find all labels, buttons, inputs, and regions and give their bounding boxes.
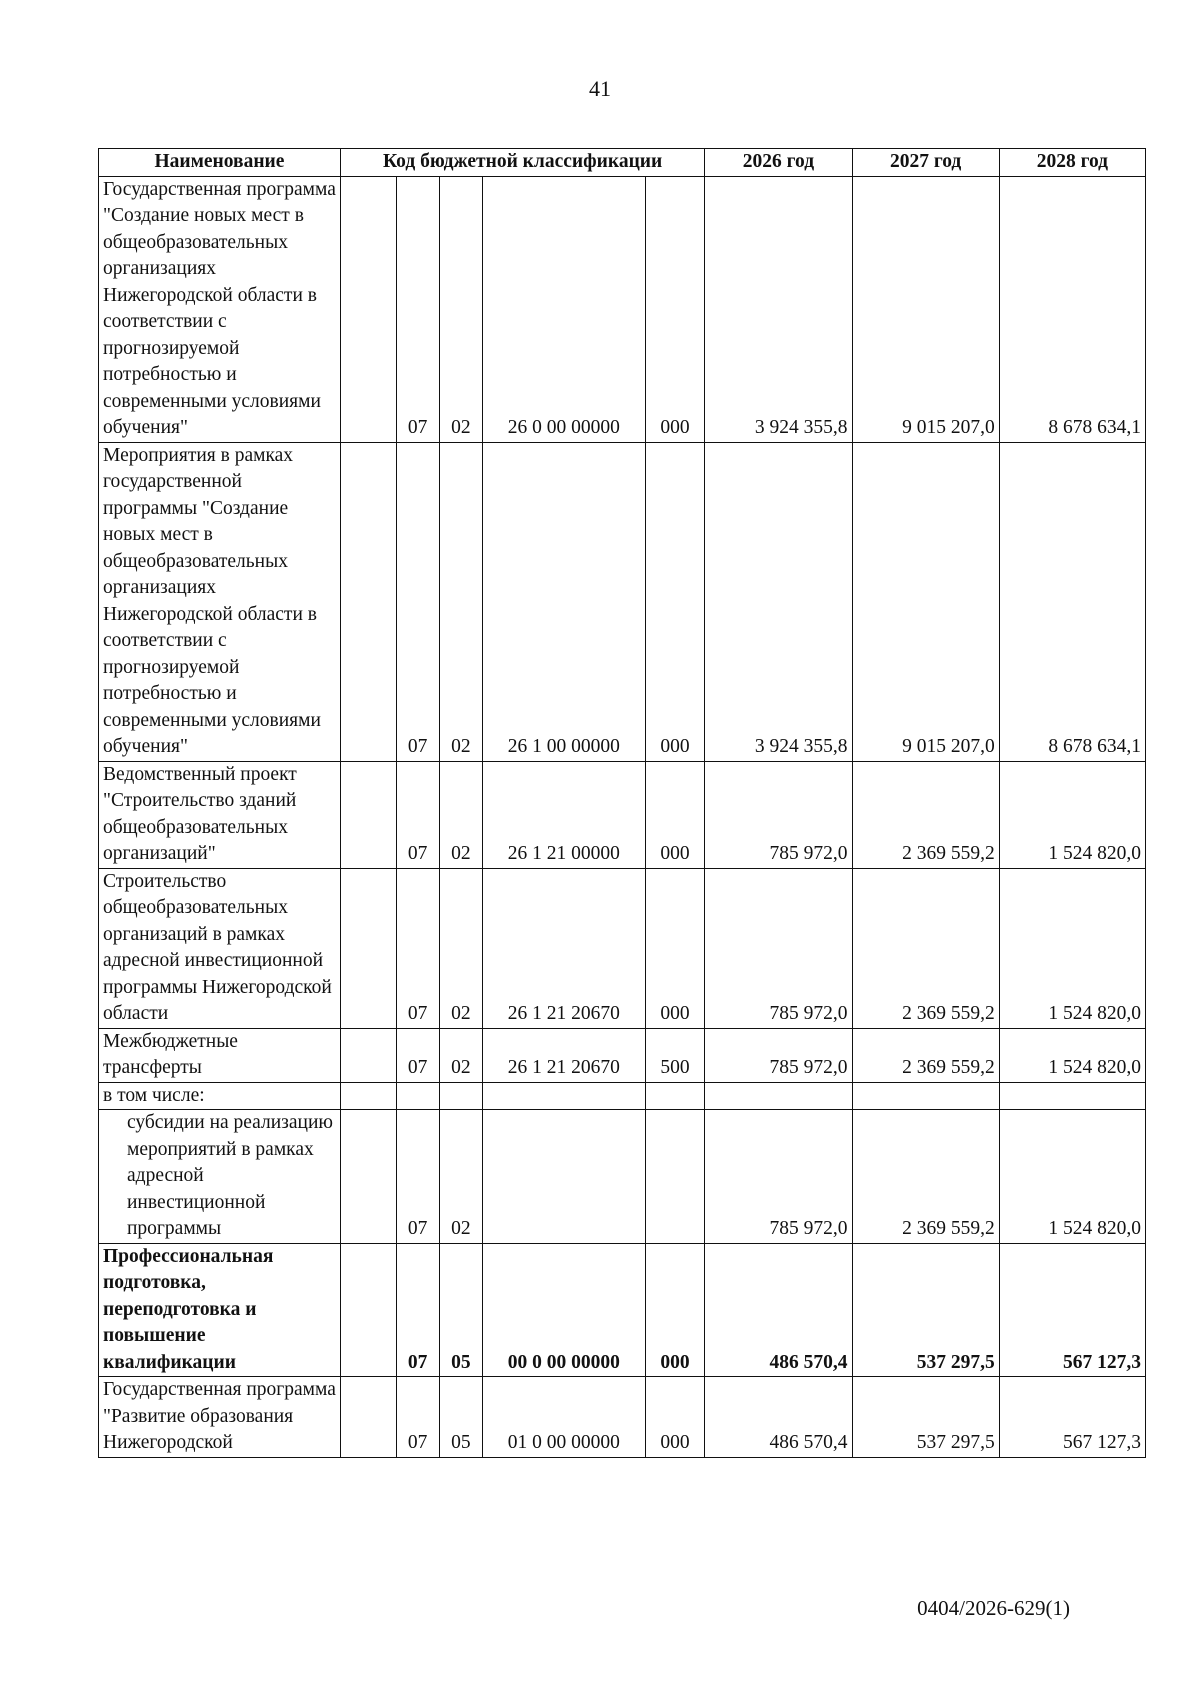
- code-target: 26 1 21 00000: [482, 761, 645, 868]
- row-name: в том числе:: [99, 1082, 341, 1110]
- code-target: 26 0 00 00000: [482, 176, 645, 442]
- table-row: [99, 442, 1146, 761]
- code-segment-1: [340, 1243, 396, 1377]
- code-subsection: 05: [439, 1377, 482, 1458]
- row-name: Межбюджетные трансферты: [99, 1028, 341, 1082]
- row-name: Мероприятия в рамках государственной программы "Создание новых мест в общеобразовательных организациях Нижегородской области в соответствии с прогнозируемой потребностью и современными условиями обучения": [99, 442, 341, 761]
- code-subsection: 02: [439, 1028, 482, 1082]
- code-expense-type: 000: [645, 868, 705, 1028]
- table-row: [99, 761, 1146, 868]
- table-row: [99, 1028, 1146, 1082]
- value-2028: 567 127,3: [999, 1243, 1145, 1377]
- code-subsection: 05: [439, 1243, 482, 1377]
- value-2026: 486 570,4: [705, 1377, 852, 1458]
- page-number: 41: [589, 76, 611, 101]
- code-expense-type: 000: [645, 761, 705, 868]
- code-section: 07: [396, 761, 439, 868]
- document-code: 0404/2026-629(1): [917, 1596, 1070, 1620]
- value-2028: [999, 1082, 1145, 1110]
- table-row: [99, 1110, 1146, 1244]
- code-section: [396, 1082, 439, 1110]
- value-2027: [852, 1082, 999, 1110]
- table-row: [99, 1082, 1146, 1110]
- value-2028: 8 678 634,1: [999, 442, 1145, 761]
- value-2027: 9 015 207,0: [852, 442, 999, 761]
- value-2028: 1 524 820,0: [999, 1110, 1145, 1244]
- code-expense-type: 000: [645, 1243, 705, 1377]
- value-2027: 2 369 559,2: [852, 868, 999, 1028]
- header-2028: 2028 год: [999, 149, 1145, 177]
- code-section: 07: [396, 176, 439, 442]
- row-name: Строительство общеобразовательных организаций в рамках адресной инвестиционной программы Нижегородской области: [99, 868, 341, 1028]
- code-target: [482, 1082, 645, 1110]
- code-section: 07: [396, 442, 439, 761]
- code-target: 01 0 00 00000: [482, 1377, 645, 1458]
- row-name: Государственная программа "Создание новых мест в общеобразовательных организациях Нижегородской области в соответствии с прогнозируемой потребностью и современными условиями обучения": [99, 176, 341, 442]
- value-2026: 3 924 355,8: [705, 442, 852, 761]
- header-name: Наименование: [99, 149, 341, 177]
- value-2027: 537 297,5: [852, 1243, 999, 1377]
- code-segment-1: [340, 442, 396, 761]
- value-2026: 785 972,0: [705, 761, 852, 868]
- header-2027: 2027 год: [852, 149, 999, 177]
- code-expense-type: 000: [645, 442, 705, 761]
- code-subsection: 02: [439, 868, 482, 1028]
- value-2028: 1 524 820,0: [999, 761, 1145, 868]
- code-section: 07: [396, 1028, 439, 1082]
- code-section: 07: [396, 1110, 439, 1244]
- table-row: [99, 1377, 1146, 1458]
- value-2027: 9 015 207,0: [852, 176, 999, 442]
- value-2026: 785 972,0: [705, 868, 852, 1028]
- code-expense-type: [645, 1082, 705, 1110]
- code-subsection: [439, 1082, 482, 1110]
- value-2027: 2 369 559,2: [852, 761, 999, 868]
- table-header-row: [99, 149, 1146, 177]
- code-segment-1: [340, 1082, 396, 1110]
- value-2027: 2 369 559,2: [852, 1110, 999, 1244]
- value-2028: 1 524 820,0: [999, 1028, 1145, 1082]
- code-target: 00 0 00 00000: [482, 1243, 645, 1377]
- code-section: 07: [396, 1377, 439, 1458]
- value-2027: 537 297,5: [852, 1377, 999, 1458]
- value-2028: 567 127,3: [999, 1377, 1145, 1458]
- code-target: 26 1 00 00000: [482, 442, 645, 761]
- header-code: Код бюджетной классификации: [340, 149, 704, 177]
- table-row: [99, 868, 1146, 1028]
- value-2026: 785 972,0: [705, 1028, 852, 1082]
- code-segment-1: [340, 761, 396, 868]
- code-target: 26 1 21 20670: [482, 1028, 645, 1082]
- code-subsection: 02: [439, 1110, 482, 1244]
- code-segment-1: [340, 176, 396, 442]
- code-expense-type: [645, 1110, 705, 1244]
- code-segment-1: [340, 1377, 396, 1458]
- row-name: Государственная программа "Развитие образования Нижегородской: [99, 1377, 341, 1458]
- value-2026: 486 570,4: [705, 1243, 852, 1377]
- value-2026: 785 972,0: [705, 1110, 852, 1244]
- code-section: 07: [396, 1243, 439, 1377]
- code-section: 07: [396, 868, 439, 1028]
- code-segment-1: [340, 1110, 396, 1244]
- budget-table: [98, 148, 1146, 1458]
- table-row: [99, 1243, 1146, 1377]
- code-expense-type: 500: [645, 1028, 705, 1082]
- code-subsection: 02: [439, 176, 482, 442]
- code-expense-type: 000: [645, 176, 705, 442]
- value-2026: [705, 1082, 852, 1110]
- value-2027: 2 369 559,2: [852, 1028, 999, 1082]
- row-name: Ведомственный проект "Строительство зданий общеобразовательных организаций": [99, 761, 341, 868]
- code-segment-1: [340, 1028, 396, 1082]
- row-name: субсидии на реализацию мероприятий в рамках адресной инвестиционной программы: [99, 1110, 341, 1244]
- code-subsection: 02: [439, 761, 482, 868]
- code-target: [482, 1110, 645, 1244]
- code-segment-1: [340, 868, 396, 1028]
- code-subsection: 02: [439, 442, 482, 761]
- value-2028: 8 678 634,1: [999, 176, 1145, 442]
- value-2026: 3 924 355,8: [705, 176, 852, 442]
- value-2028: 1 524 820,0: [999, 868, 1145, 1028]
- code-target: 26 1 21 20670: [482, 868, 645, 1028]
- row-name: Профессиональная подготовка, переподготовка и повышение квалификации: [99, 1243, 341, 1377]
- table-row: [99, 176, 1146, 442]
- code-expense-type: 000: [645, 1377, 705, 1458]
- header-2026: 2026 год: [705, 149, 852, 177]
